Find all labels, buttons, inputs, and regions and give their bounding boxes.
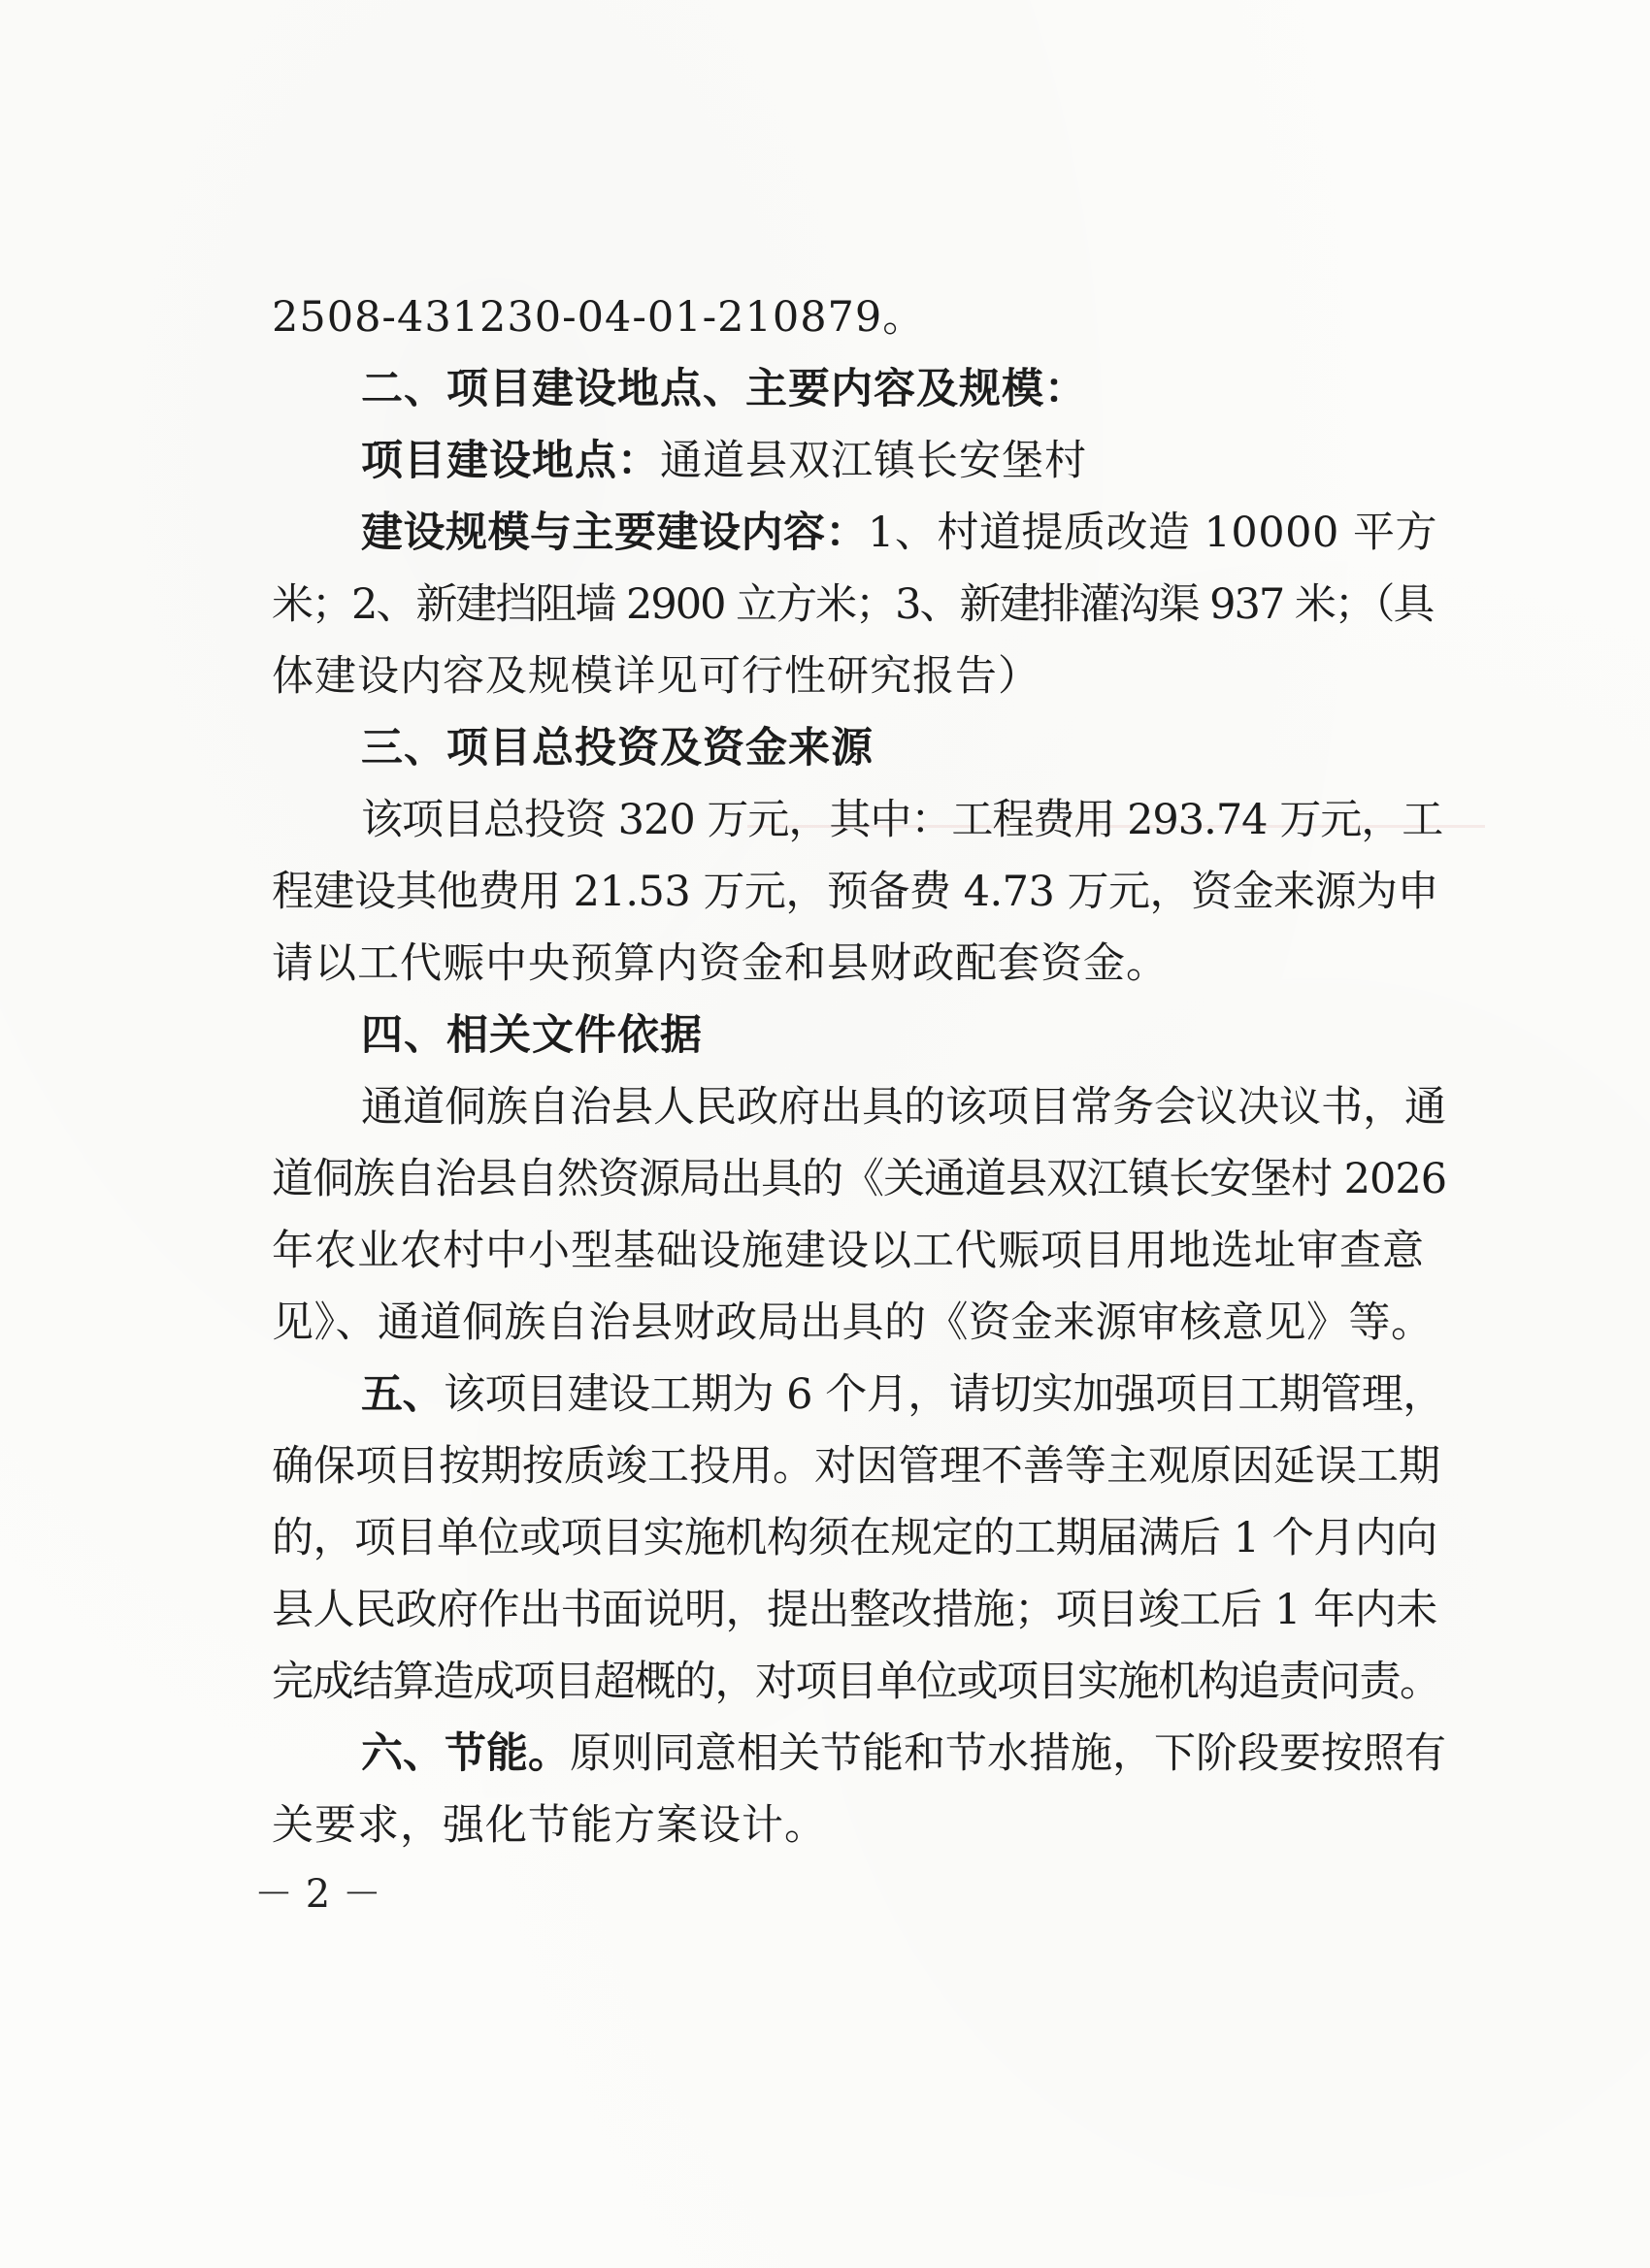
- doc-line: [272, 1359, 1446, 1430]
- section-text-6: 原则同意相关节能和节水措施，下阶段要按照有: [570, 1729, 1446, 1778]
- doc-line: 的，项目单位或项目实施机构须在规定的工期届满后 1 个月内向: [272, 1514, 1437, 1562]
- field-label: 项目建设地点：: [361, 437, 660, 485]
- doc-line: [272, 425, 1446, 497]
- document-body: [272, 281, 1446, 1861]
- doc-line: 米；2、新建挡阻墙 2900 立方米；3、新建排灌沟渠 937 米；（具: [272, 580, 1434, 629]
- doc-line: [272, 1718, 1446, 1790]
- section-heading-2: 二、项目建设地点、主要内容及规模：: [361, 365, 1087, 413]
- field-value: 通道县双江镇长安堡村: [660, 437, 1087, 485]
- doc-line: 通道侗族自治县人民政府出具的该项目常务会议决议书，通: [361, 1083, 1446, 1132]
- doc-line: 完成结算造成项目超概的，对项目单位或项目实施机构追责问责。: [272, 1658, 1440, 1706]
- doc-line: 年农业农村中小型基础设施建设以工代赈项目用地选址审查意: [272, 1227, 1425, 1275]
- doc-line: 该项目总投资 320 万元，其中：工程费用 293.74 万元，工: [361, 796, 1443, 844]
- doc-line: 县人民政府作出书面说明，提出整改措施；项目竣工后 1 年内未: [272, 1586, 1437, 1634]
- field-label: 建设规模与主要建设内容：: [361, 509, 868, 557]
- page-number: － 2 －: [254, 1872, 381, 1917]
- doc-line: 请以工代赈中央预算内资金和县财政配套资金。: [272, 939, 1169, 988]
- section-text-5: 该项目建设工期为 6 个月，请切实加强项目工期管理，: [444, 1370, 1444, 1419]
- doc-line: 见》、通道侗族自治县财政局出具的《资金来源审核意见》等。: [272, 1298, 1434, 1347]
- section-heading-3: 三、项目总投资及资金来源: [361, 724, 874, 772]
- section-heading-4: 四、相关文件依据: [361, 1011, 703, 1060]
- field-value: 1、村道提质改造 10000 平方: [868, 509, 1437, 557]
- doc-line: 体建设内容及规模详见可行性研究报告）: [272, 652, 1040, 701]
- doc-line: 道侗族自治县自然资源局出具的《关通道县双江镇长安堡村 2026: [272, 1155, 1447, 1203]
- doc-line: 确保项目按期按质竣工投用。对因管理不善等主观原因延误工期: [272, 1442, 1440, 1491]
- section-label-6: 六、节能。: [361, 1729, 570, 1778]
- section-label-5: 五、: [361, 1370, 444, 1419]
- doc-line: 程建设其他费用 21.53 万元，预备费 4.73 万元，资金来源为申: [272, 868, 1439, 916]
- doc-line: 关要求，强化节能方案设计。: [272, 1801, 827, 1850]
- doc-line: [272, 497, 1446, 569]
- doc-line: 2508-431230-04-01-210879。: [272, 293, 926, 342]
